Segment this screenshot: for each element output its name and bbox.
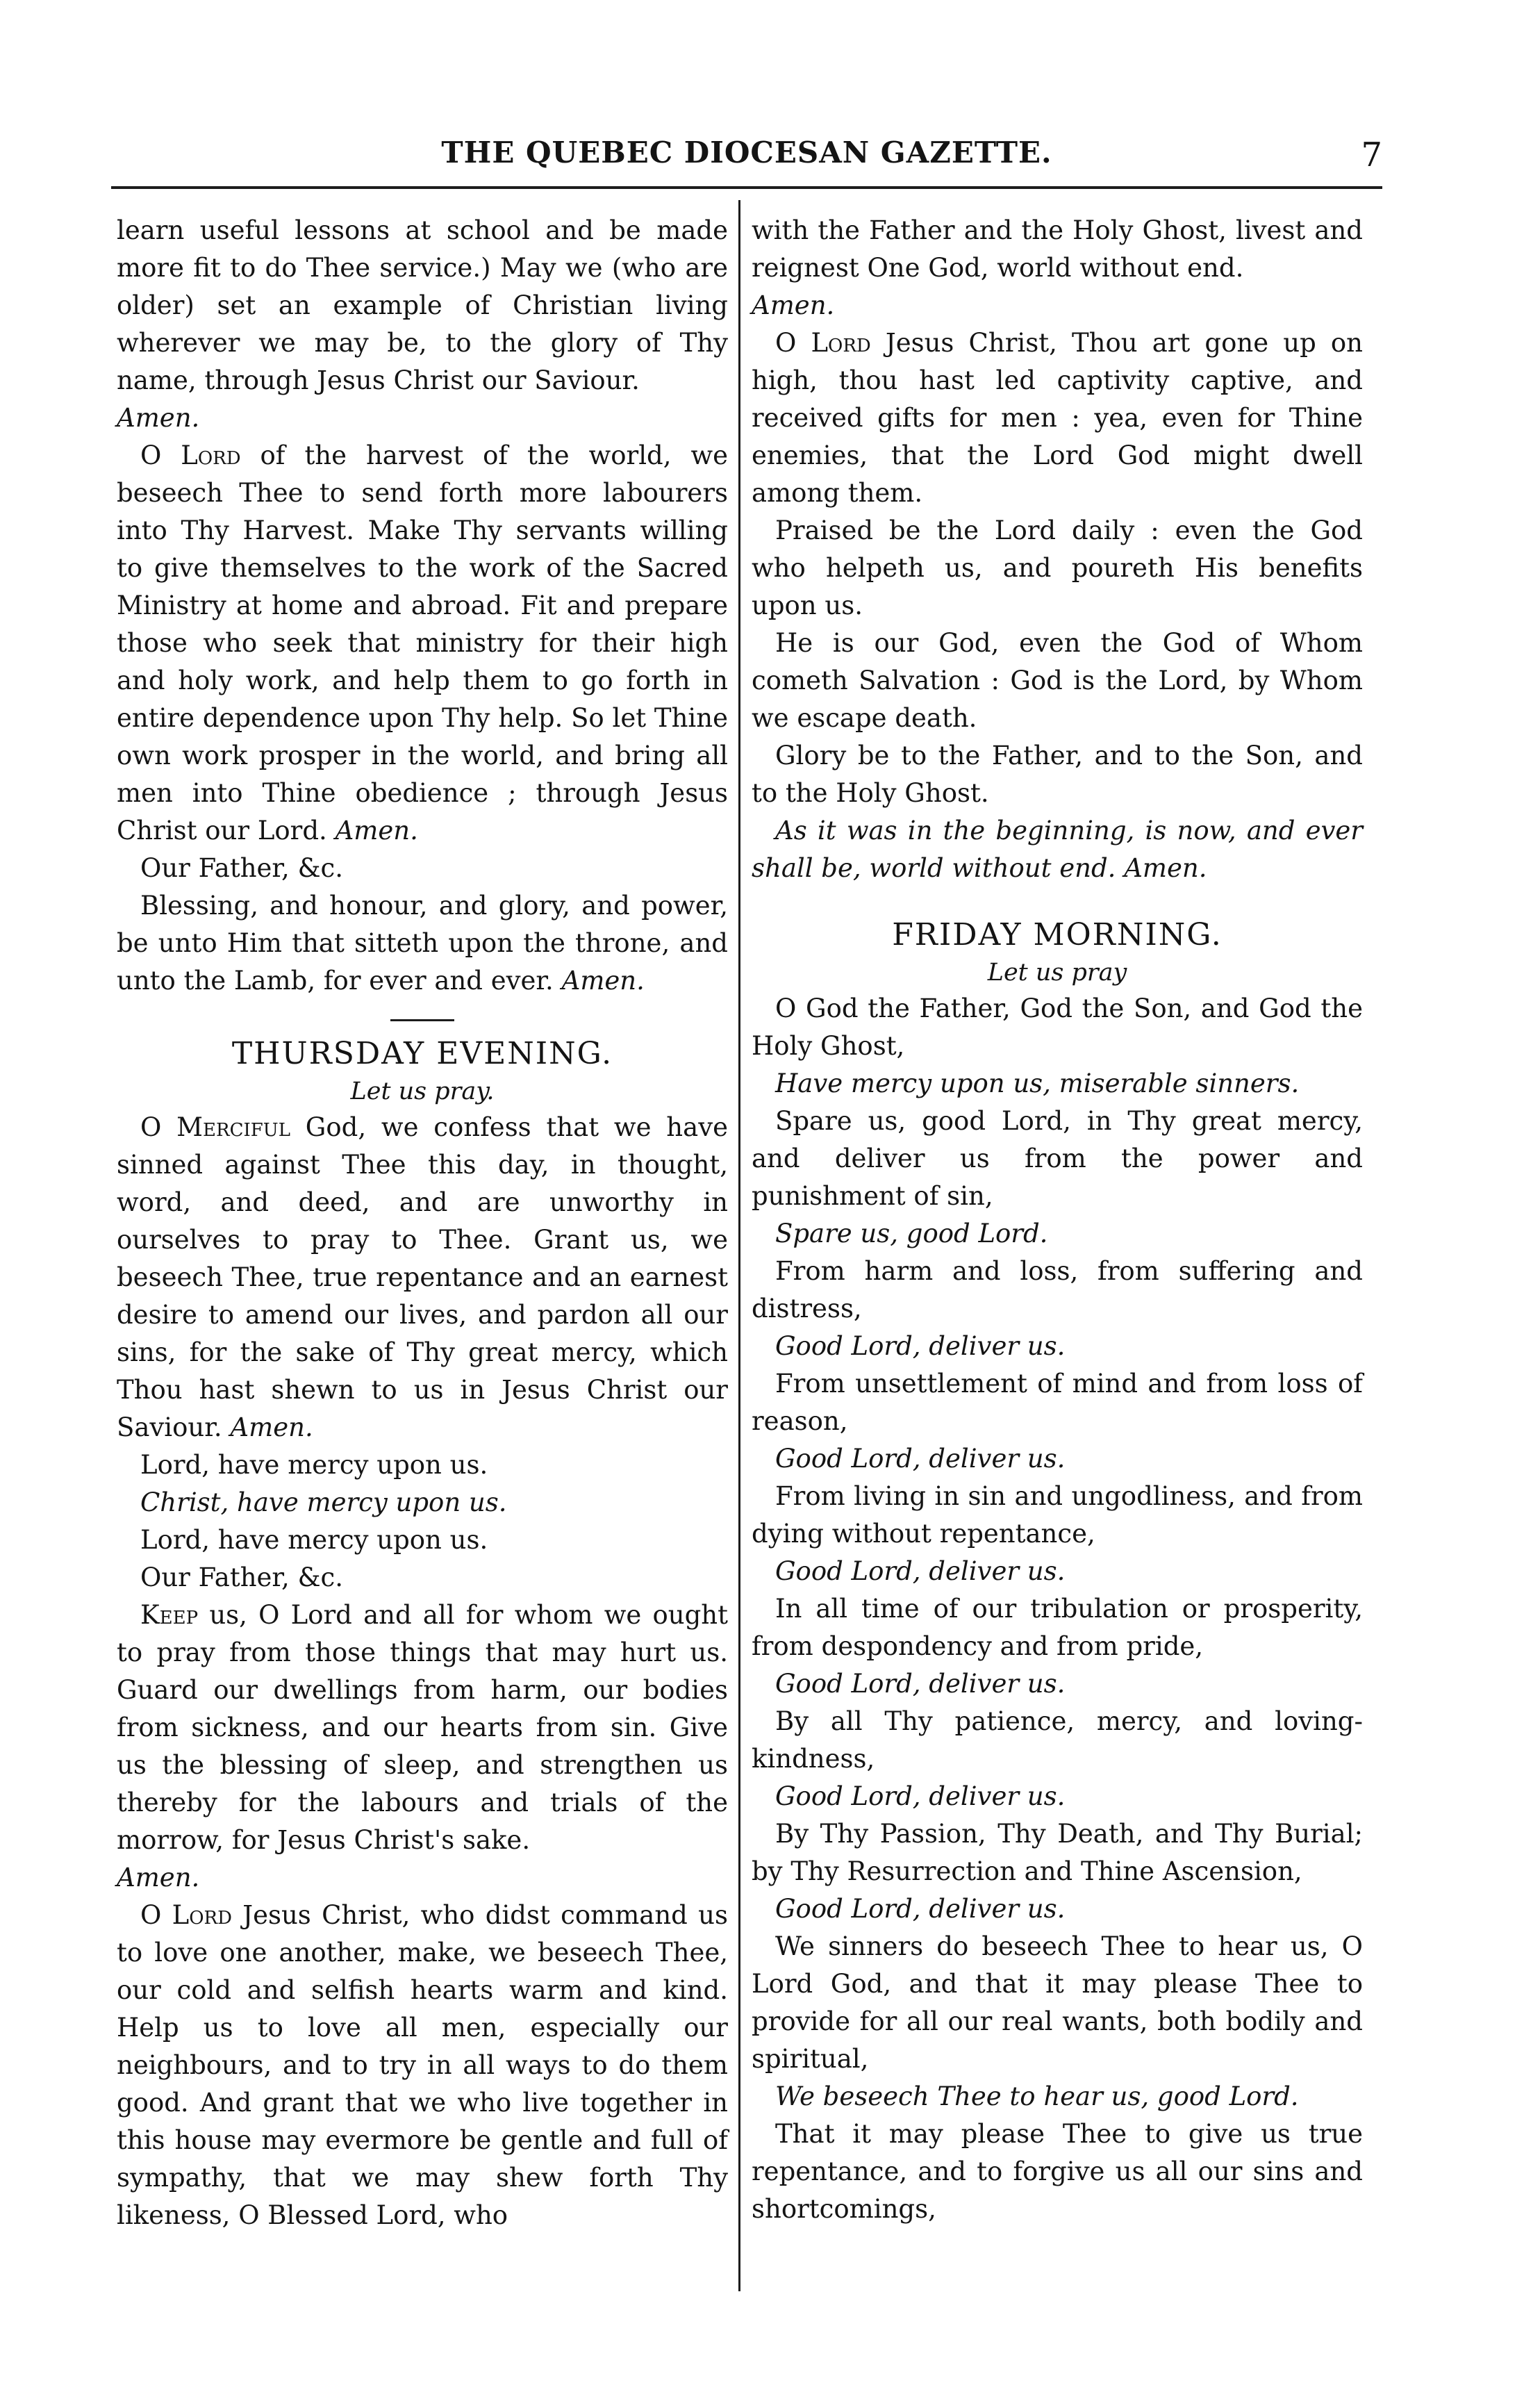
section-heading-thursday-evening: THURSDAY EVENING.: [231, 1036, 613, 1071]
prayer-paragraph: Keep us, O Lord and all for whom we ought to pray from those things that may hurt us. Guard our dwellings from harm, our bodies from sickness, and our hearts from sin. Give us the blessing of sleep, and strengthen us thereby for the labours and trials of the morrow, for Jesus Christ's sake.: [117, 1600, 728, 1855]
litany-response: Good Lord, deliver us.: [775, 1331, 1066, 1361]
prayer-paragraph: Blessing, and honour, and glory, and power, be unto Him that sitteth upon the throne, and unto the Lamb, for ever and ever. Amen.: [117, 891, 728, 996]
prayer-paragraph: Glory be to the Father, and to the Son, and to the Holy Ghost.: [752, 741, 1363, 808]
prayer-paragraph: Our Father, &c.: [140, 1562, 343, 1592]
amen: Amen.: [117, 1863, 200, 1892]
versicle: Lord, have mercy upon us.: [140, 1450, 488, 1480]
prayer-paragraph: learn useful lessons at school and be made more fit to do Thee service.) May we (who are older) set an example of Christian living wherever we may be, to the glory of Thy name, through Jesus Christ our Saviour.: [117, 215, 728, 395]
section-rule: [390, 1019, 454, 1021]
litany-response: Good Lord, deliver us.: [775, 1444, 1066, 1474]
column-divider: [738, 200, 740, 2291]
litany-petition: By Thy Passion, Thy Death, and Thy Burial; by Thy Resurrection and Thine Ascension,: [752, 1819, 1363, 1886]
litany-response: Good Lord, deliver us.: [775, 1894, 1066, 1924]
section-gap: [752, 887, 1363, 915]
right-column: [752, 212, 1363, 2228]
litany-response: Good Lord, deliver us.: [775, 1669, 1066, 1699]
litany-petition: Spare us, good Lord, in Thy great mercy, and deliver us from the power and punishment of sin,: [752, 1106, 1363, 1211]
amen: Amen.: [117, 403, 200, 433]
prayer-paragraph: with the Father and the Holy Ghost, livest and reignest One God, world without end.: [752, 215, 1363, 283]
litany-response: Good Lord, deliver us.: [775, 1781, 1066, 1811]
prayer-paragraph: He is our God, even the God of Whom cometh Salvation : God is the Lord, by Whom we escape death.: [752, 628, 1363, 733]
amen: Amen.: [752, 290, 835, 320]
litany-response: Have mercy upon us, miserable sinners.: [775, 1069, 1300, 1098]
doxology: As it was in the beginning, is now, and ever shall be, world without end. Amen.: [752, 816, 1363, 883]
amen: Amen.: [230, 1412, 313, 1442]
left-column: [117, 212, 728, 2234]
prayer-paragraph: Our Father, &c.: [140, 853, 343, 883]
versicle: Lord, have mercy upon us.: [140, 1525, 488, 1555]
litany-response: We beseech Thee to hear us, good Lord.: [775, 2081, 1299, 2111]
litany-petition: We sinners do beseech Thee to hear us, O Lord God, and that it may please Thee to provide for all our real wants, both bodily and spiritual,: [752, 1931, 1363, 2074]
litany-petition: In all time of our tribulation or prosperity, from despondency and from pride,: [752, 1594, 1363, 1661]
running-head: [111, 135, 1382, 174]
litany-petition: O God the Father, God the Son, and God the Holy Ghost,: [752, 993, 1363, 1061]
litany-petition: That it may please Thee to give us true repentance, and to forgive us all our sins and shortcomings,: [752, 2119, 1363, 2224]
litany-petition: By all Thy patience, mercy, and loving-kindness,: [752, 1706, 1363, 1774]
section-heading-friday-morning: FRIDAY MORNING.: [892, 917, 1223, 953]
litany-petition: From harm and loss, from suffering and distress,: [752, 1256, 1363, 1323]
section-subheading: Let us pray.: [350, 1078, 495, 1105]
prayer-paragraph: O Merciful God, we confess that we have sinned against Thee this day, in thought, word, and deed, and are unworthy in ourselves to pray to Thee. Grant us, we beseech Thee, true repentance and an earnest desire to amend our lives, and pardon all our sins, for the sake of Thy great mercy, which Thou hast shewn to us in Jesus Christ our Saviour. Amen.: [117, 1112, 728, 1442]
prayer-paragraph: O Lord Jesus Christ, Thou art gone up on high, thou hast led captivity captive, and received gifts for men : yea, even for Thine enemies, that the Lord God might dwell among them.: [752, 328, 1363, 508]
response: Christ, have mercy upon us.: [140, 1487, 507, 1517]
amen: Amen.: [335, 816, 418, 846]
prayer-paragraph: O Lord Jesus Christ, who didst command us to love one another, make, we beseech Thee, our cold and selfish hearts warm and kind. Help us to love all men, especially our neighbours, and to try in all ways to do them good. And grant that we who live together in this house may evermore be gentle and full of sympathy, that we may shew forth Thy likeness, O Blessed Lord, who: [117, 1900, 728, 2230]
section-subheading: Let us pray: [987, 959, 1127, 987]
litany-petition: From unsettlement of mind and from loss of reason,: [752, 1369, 1363, 1436]
litany-response: Good Lord, deliver us.: [775, 1556, 1066, 1586]
litany-petition: From living in sin and ungodliness, and from dying without repentance,: [752, 1481, 1363, 1549]
header-rule: [111, 186, 1382, 189]
publication-title: THE QUEBEC DIOCESAN GAZETTE.: [441, 135, 1052, 170]
litany-response: Spare us, good Lord.: [775, 1219, 1048, 1248]
prayer-paragraph: Praised be the Lord daily : even the God who helpeth us, and poureth His benefits upon us.: [752, 516, 1363, 620]
prayer-paragraph: O Lord of the harvest of the world, we beseech Thee to send forth more labourers into Thy Harvest. Make Thy servants willing to give themselves to the work of the Sacred Ministry at home and abroad. Fit and prepare those who seek that ministry for their high and holy work, and help them to go forth in entire dependence upon Thy help. So let Thine own work prosper in the world, and bring all men into Thine obedience ; through Jesus Christ our Lord. Amen.: [117, 440, 729, 846]
amen: Amen.: [561, 966, 645, 996]
page-number: 7: [1361, 135, 1382, 174]
